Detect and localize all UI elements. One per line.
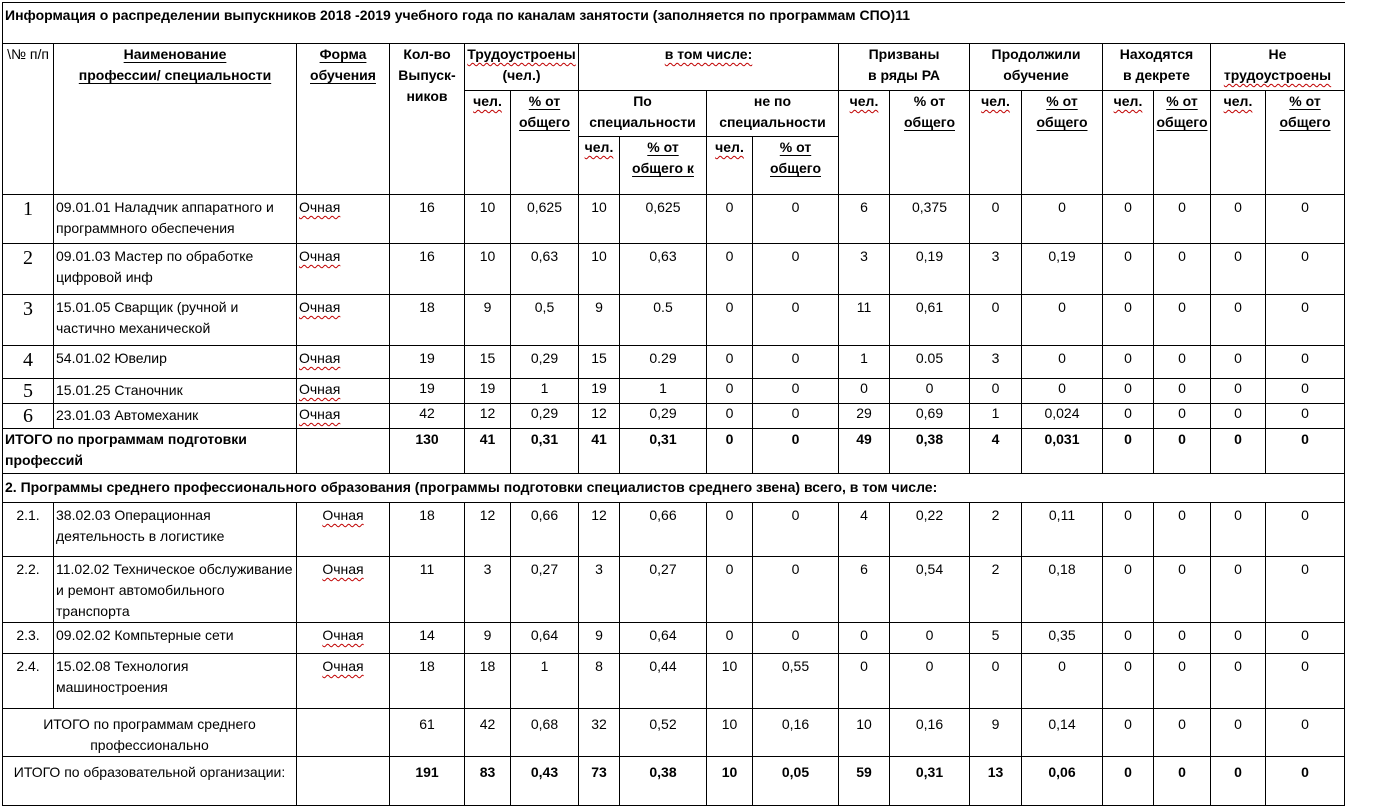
table-cell: 0,19 xyxy=(890,244,970,295)
not-spec-pct-header: % от общего xyxy=(753,137,839,195)
table-cell: 9 xyxy=(970,709,1022,757)
graduates-table xyxy=(2,2,1345,806)
table-cell: 0,27 xyxy=(620,557,707,623)
study-form: Очная xyxy=(297,503,390,557)
table-row xyxy=(3,503,1345,557)
table-cell: 0 xyxy=(1022,379,1103,404)
table-cell: 0,38 xyxy=(620,757,707,806)
row-number: 2.4. xyxy=(3,654,54,709)
table-cell: 0,16 xyxy=(753,709,839,757)
header-row xyxy=(3,44,1345,91)
table-cell: 0 xyxy=(839,654,890,709)
table-cell: 49 xyxy=(839,429,890,474)
study-form: Очная xyxy=(297,195,390,244)
table-cell: 0 xyxy=(1154,429,1211,474)
table-cell: 0,625 xyxy=(620,195,707,244)
table-cell: 0,27 xyxy=(511,557,579,623)
army-pct-header: % от общего xyxy=(890,91,970,195)
table-cell: 0 xyxy=(1211,295,1266,346)
not-spec-chel-header: чел. xyxy=(707,137,753,195)
col-count-header: Кол-во Выпуск-ников xyxy=(390,44,465,195)
table-cell: 0,16 xyxy=(890,709,970,757)
table-row xyxy=(3,404,1345,429)
row-number: 2.3. xyxy=(3,623,54,654)
table-cell: 0 xyxy=(1211,557,1266,623)
table-cell: 0 xyxy=(1266,757,1345,806)
table-cell: 0,43 xyxy=(511,757,579,806)
table-cell: 14 xyxy=(390,623,465,654)
table-cell: 0 xyxy=(1266,295,1345,346)
table-cell: 10 xyxy=(465,244,511,295)
page-title: Информация о распределении выпускников 2018 -2019 учебного года по каналам занятости (заполняется по программам СПО)11 xyxy=(3,3,1345,44)
table-cell: 6 xyxy=(839,557,890,623)
table-cell: 0 xyxy=(753,503,839,557)
table-cell: 0,69 xyxy=(890,404,970,429)
table-cell: 10 xyxy=(707,757,753,806)
table-cell: 0 xyxy=(1266,429,1345,474)
table-cell: 0 xyxy=(1154,557,1211,623)
table-cell: 0 xyxy=(1154,379,1211,404)
table-cell: 0 xyxy=(753,244,839,295)
study-form: Очная xyxy=(297,404,390,429)
grand-total-row xyxy=(3,757,1345,806)
table-cell: 15 xyxy=(465,346,511,379)
section2-body xyxy=(3,503,1345,709)
table-cell: 0 xyxy=(890,379,970,404)
table-cell: 9 xyxy=(579,295,620,346)
study-pct-header: % от общего xyxy=(1022,91,1103,195)
col-study-header: Продолжили обучение xyxy=(970,44,1103,91)
table-cell: 0,19 xyxy=(1022,244,1103,295)
table-cell: 0 xyxy=(753,195,839,244)
table-cell: 19 xyxy=(390,346,465,379)
table-cell: 0,54 xyxy=(890,557,970,623)
table-cell: 73 xyxy=(579,757,620,806)
table-row xyxy=(3,623,1345,654)
table-cell: 12 xyxy=(465,404,511,429)
table-cell: 0 xyxy=(1211,503,1266,557)
employed-pct-header: % от общего xyxy=(511,91,579,195)
table-cell: 0 xyxy=(1103,244,1154,295)
table-cell: 0 xyxy=(1266,244,1345,295)
table-cell: 2 xyxy=(970,503,1022,557)
section1-body xyxy=(3,195,1345,429)
table-cell: 0,06 xyxy=(1022,757,1103,806)
table-cell: 18 xyxy=(465,654,511,709)
table-cell: 0 xyxy=(839,379,890,404)
study-form: Очная xyxy=(297,295,390,346)
col-employed-header: Трудоустроены (чел.) xyxy=(465,44,579,91)
table-cell: 0,375 xyxy=(890,195,970,244)
table-cell: 0 xyxy=(1103,404,1154,429)
table-cell: 0,66 xyxy=(620,503,707,557)
table-cell: 8 xyxy=(579,654,620,709)
table-cell: 0 xyxy=(1211,709,1266,757)
table-cell: 11 xyxy=(390,557,465,623)
table-cell: 0 xyxy=(1154,404,1211,429)
table-cell xyxy=(297,757,390,806)
table-cell: 0 xyxy=(1022,654,1103,709)
table-cell: 0 xyxy=(1022,195,1103,244)
table-cell: 0 xyxy=(753,295,839,346)
table-cell: 0,44 xyxy=(620,654,707,709)
col-num-header: \№ п/п xyxy=(3,44,54,195)
table-row xyxy=(3,379,1345,404)
study-form: Очная xyxy=(297,346,390,379)
table-cell: 4 xyxy=(970,429,1022,474)
table-cell: 0,38 xyxy=(890,429,970,474)
row-number: 5 xyxy=(3,379,54,404)
table-cell: 3 xyxy=(970,346,1022,379)
table-cell: 0 xyxy=(1154,244,1211,295)
table-cell: 0 xyxy=(1266,709,1345,757)
table-cell: 0 xyxy=(1022,346,1103,379)
table-cell: 0,024 xyxy=(1022,404,1103,429)
table-cell: 42 xyxy=(390,404,465,429)
table-cell: 10 xyxy=(707,709,753,757)
table-cell: 0,031 xyxy=(1022,429,1103,474)
table-cell: 0 xyxy=(1154,503,1211,557)
table-cell: 12 xyxy=(579,503,620,557)
table-cell: 83 xyxy=(465,757,511,806)
table-cell: 18 xyxy=(390,503,465,557)
table-cell: 3 xyxy=(579,557,620,623)
table-cell: 0,61 xyxy=(890,295,970,346)
table-cell: 61 xyxy=(390,709,465,757)
table-cell: 0 xyxy=(1103,503,1154,557)
table-row xyxy=(3,346,1345,379)
table-cell: 0.05 xyxy=(890,346,970,379)
table-cell: 9 xyxy=(465,623,511,654)
table-cell: 0 xyxy=(707,295,753,346)
table-cell: 1 xyxy=(839,346,890,379)
table-cell: 0,625 xyxy=(511,195,579,244)
table-cell: 18 xyxy=(390,654,465,709)
table-cell: 0 xyxy=(970,654,1022,709)
col-form-header: Форма обучения xyxy=(297,44,390,195)
table-cell: 0,52 xyxy=(620,709,707,757)
table-cell xyxy=(297,709,390,757)
table-cell: 0 xyxy=(1211,623,1266,654)
table-cell: 0 xyxy=(1211,654,1266,709)
table-cell xyxy=(297,429,390,474)
table-cell: 13 xyxy=(970,757,1022,806)
section2-title: 2. Программы среднего профессионального образования (программы подготовки специалистов среднего звена) всего, в том числе: xyxy=(3,474,1345,503)
table-cell: 0,31 xyxy=(511,429,579,474)
col-leave-header: Находятся в декрете xyxy=(1103,44,1211,91)
table-cell: 4 xyxy=(839,503,890,557)
table-cell: 0 xyxy=(890,623,970,654)
section1-total-label: ИТОГО по программам подготовки профессий xyxy=(3,429,297,474)
study-form: Очная xyxy=(297,557,390,623)
table-cell: 0 xyxy=(890,654,970,709)
specialty-name: 15.01.25 Станочник xyxy=(54,379,297,404)
table-cell: 0 xyxy=(839,623,890,654)
table-cell: 0,66 xyxy=(511,503,579,557)
table-cell: 0 xyxy=(1103,195,1154,244)
table-cell: 19 xyxy=(465,379,511,404)
row-number: 2 xyxy=(3,244,54,295)
table-cell: 0 xyxy=(1154,623,1211,654)
table-cell: 0 xyxy=(1266,654,1345,709)
table-cell: 0 xyxy=(753,346,839,379)
specialty-name: 15.01.05 Сварщик (ручной и частично механической xyxy=(54,295,297,346)
table-cell: 0 xyxy=(1211,346,1266,379)
table-cell: 0,05 xyxy=(753,757,839,806)
table-cell: 0,64 xyxy=(511,623,579,654)
table-cell: 0,22 xyxy=(890,503,970,557)
table-cell: 0,29 xyxy=(620,404,707,429)
specialty-name: 09.02.02 Компьтерные сети xyxy=(54,623,297,654)
table-cell: 41 xyxy=(465,429,511,474)
table-cell: 0,31 xyxy=(620,429,707,474)
specialty-name: 38.02.03 Операционная деятельность в логистике xyxy=(54,503,297,557)
table-cell: 0,5 xyxy=(511,295,579,346)
table-cell: 0 xyxy=(1266,195,1345,244)
table-cell: 10 xyxy=(579,195,620,244)
table-cell: 12 xyxy=(579,404,620,429)
table-cell: 0,55 xyxy=(753,654,839,709)
unemp-chel-header: чел. xyxy=(1211,91,1266,195)
specialty-name: 11.02.02 Техническое обслуживание и ремонт автомобильного транспорта xyxy=(54,557,297,623)
table-cell: 16 xyxy=(390,195,465,244)
table-cell: 0 xyxy=(1022,295,1103,346)
table-row xyxy=(3,295,1345,346)
by-spec-pct-header: % от общего к xyxy=(620,137,707,195)
table-cell: 0 xyxy=(970,379,1022,404)
table-cell: 0 xyxy=(753,557,839,623)
table-cell: 10 xyxy=(839,709,890,757)
table-cell: 0 xyxy=(1266,404,1345,429)
table-cell: 18 xyxy=(390,295,465,346)
employed-chel-header: чел. xyxy=(465,91,511,195)
table-cell: 0 xyxy=(707,623,753,654)
table-cell: 0,63 xyxy=(511,244,579,295)
table-cell: 0 xyxy=(1154,654,1211,709)
table-cell: 1 xyxy=(970,404,1022,429)
table-cell: 0 xyxy=(707,429,753,474)
table-cell: 0,29 xyxy=(511,346,579,379)
table-cell: 0 xyxy=(707,346,753,379)
table-cell: 59 xyxy=(839,757,890,806)
table-cell: 0 xyxy=(1103,757,1154,806)
table-cell: 0 xyxy=(1154,346,1211,379)
table-cell: 0 xyxy=(707,503,753,557)
by-spec-header: По специальности xyxy=(579,91,707,137)
row-number: 6 xyxy=(3,404,54,429)
table-row xyxy=(3,654,1345,709)
table-cell: 0,11 xyxy=(1022,503,1103,557)
table-cell: 0,63 xyxy=(620,244,707,295)
table-cell: 0 xyxy=(1211,404,1266,429)
table-cell: 0 xyxy=(1266,379,1345,404)
by-spec-chel-header: чел. xyxy=(579,137,620,195)
table-cell: 0 xyxy=(1266,623,1345,654)
col-including-header: в том числе: xyxy=(579,44,839,91)
section2-total-label: ИТОГО по программам среднего профессионально xyxy=(3,709,297,757)
table-cell: 41 xyxy=(579,429,620,474)
table-cell: 0 xyxy=(753,379,839,404)
table-cell: 10 xyxy=(579,244,620,295)
table-cell: 130 xyxy=(390,429,465,474)
table-cell: 0,64 xyxy=(620,623,707,654)
table-cell: 0 xyxy=(1266,557,1345,623)
table-cell: 0 xyxy=(707,404,753,429)
table-cell: 6 xyxy=(839,195,890,244)
table-cell: 0 xyxy=(1103,709,1154,757)
table-cell: 0 xyxy=(753,623,839,654)
table-cell: 0,14 xyxy=(1022,709,1103,757)
col-name-header: Наименование профессии/ специальности xyxy=(54,44,297,195)
leave-pct-header: % от общего xyxy=(1154,91,1211,195)
table-cell: 10 xyxy=(707,654,753,709)
row-number: 4 xyxy=(3,346,54,379)
table-cell: 0 xyxy=(970,195,1022,244)
table-cell: 42 xyxy=(465,709,511,757)
table-cell: 12 xyxy=(465,503,511,557)
table-cell: 9 xyxy=(465,295,511,346)
table-cell: 0 xyxy=(707,244,753,295)
unemp-pct-header: % от общего xyxy=(1266,91,1345,195)
table-cell: 0 xyxy=(753,429,839,474)
table-cell: 0 xyxy=(1103,379,1154,404)
table-cell: 5 xyxy=(970,623,1022,654)
specialty-name: 23.01.03 Автомеханик xyxy=(54,404,297,429)
table-cell: 0 xyxy=(1154,757,1211,806)
table-cell: 0 xyxy=(753,404,839,429)
table-cell: 32 xyxy=(579,709,620,757)
table-cell: 0,31 xyxy=(890,757,970,806)
specialty-name: 15.02.08 Технология машиностроения xyxy=(54,654,297,709)
table-cell: 0 xyxy=(1103,346,1154,379)
table-cell: 16 xyxy=(390,244,465,295)
table-cell: 1 xyxy=(620,379,707,404)
table-cell: 0.29 xyxy=(620,346,707,379)
table-cell: 0 xyxy=(1211,429,1266,474)
table-cell: 3 xyxy=(839,244,890,295)
table-row xyxy=(3,557,1345,623)
table-cell: 0 xyxy=(1211,244,1266,295)
table-cell: 0 xyxy=(1266,503,1345,557)
table-cell: 19 xyxy=(579,379,620,404)
table-cell: 0 xyxy=(1103,557,1154,623)
title-row xyxy=(3,3,1345,44)
table-cell: 0 xyxy=(1154,709,1211,757)
leave-chel-header: чел. xyxy=(1103,91,1154,195)
study-form: Очная xyxy=(297,244,390,295)
table-cell: 0 xyxy=(1154,195,1211,244)
table-cell: 1 xyxy=(511,654,579,709)
row-number: 1 xyxy=(3,195,54,244)
study-form: Очная xyxy=(297,623,390,654)
section2-title-row xyxy=(3,474,1345,503)
specialty-name: 09.01.03 Мастер по обработке цифровой инф xyxy=(54,244,297,295)
table-cell: 3 xyxy=(465,557,511,623)
col-army-header: Призваны в ряды РА xyxy=(839,44,970,91)
table-cell: 19 xyxy=(390,379,465,404)
table-cell: 0 xyxy=(1103,429,1154,474)
table-row xyxy=(3,195,1345,244)
grand-total-label: ИТОГО по образовательной организации: xyxy=(3,757,297,806)
table-cell: 15 xyxy=(579,346,620,379)
table-cell: 0 xyxy=(1266,346,1345,379)
table-cell: 191 xyxy=(390,757,465,806)
table-row xyxy=(3,244,1345,295)
table-cell: 0 xyxy=(1103,654,1154,709)
table-cell: 9 xyxy=(579,623,620,654)
col-unemployed-header: Не трудоустроены xyxy=(1211,44,1345,91)
specialty-name: 54.01.02 Ювелир xyxy=(54,346,297,379)
not-spec-header: не по специальности xyxy=(707,91,839,137)
table-cell: 0 xyxy=(970,295,1022,346)
table-cell: 11 xyxy=(839,295,890,346)
row-number: 2.1. xyxy=(3,503,54,557)
table-cell: 0 xyxy=(1211,757,1266,806)
table-cell: 1 xyxy=(511,379,579,404)
study-form: Очная xyxy=(297,654,390,709)
table-cell: 0 xyxy=(1211,379,1266,404)
table-cell: 29 xyxy=(839,404,890,429)
table-cell: 10 xyxy=(465,195,511,244)
table-cell: 0 xyxy=(1103,295,1154,346)
table-cell: 0,18 xyxy=(1022,557,1103,623)
study-chel-header: чел. xyxy=(970,91,1022,195)
table-cell: 0,35 xyxy=(1022,623,1103,654)
table-cell: 0,29 xyxy=(511,404,579,429)
study-form: Очная xyxy=(297,379,390,404)
row-number: 2.2. xyxy=(3,557,54,623)
army-chel-header: чел. xyxy=(839,91,890,195)
table-cell: 0 xyxy=(1103,623,1154,654)
table-cell: 0 xyxy=(707,379,753,404)
table-cell: 0 xyxy=(1211,195,1266,244)
table-cell: 3 xyxy=(970,244,1022,295)
table-cell: 2 xyxy=(970,557,1022,623)
table-cell: 0 xyxy=(707,557,753,623)
row-number: 3 xyxy=(3,295,54,346)
table-cell: 0.5 xyxy=(620,295,707,346)
section1-total-row xyxy=(3,429,1345,474)
table-cell: 0 xyxy=(707,195,753,244)
section2-total-row xyxy=(3,709,1345,757)
table-cell: 0,68 xyxy=(511,709,579,757)
specialty-name: 09.01.01 Наладчик аппаратного и программного обеспечения xyxy=(54,195,297,244)
table-cell: 0 xyxy=(1154,295,1211,346)
